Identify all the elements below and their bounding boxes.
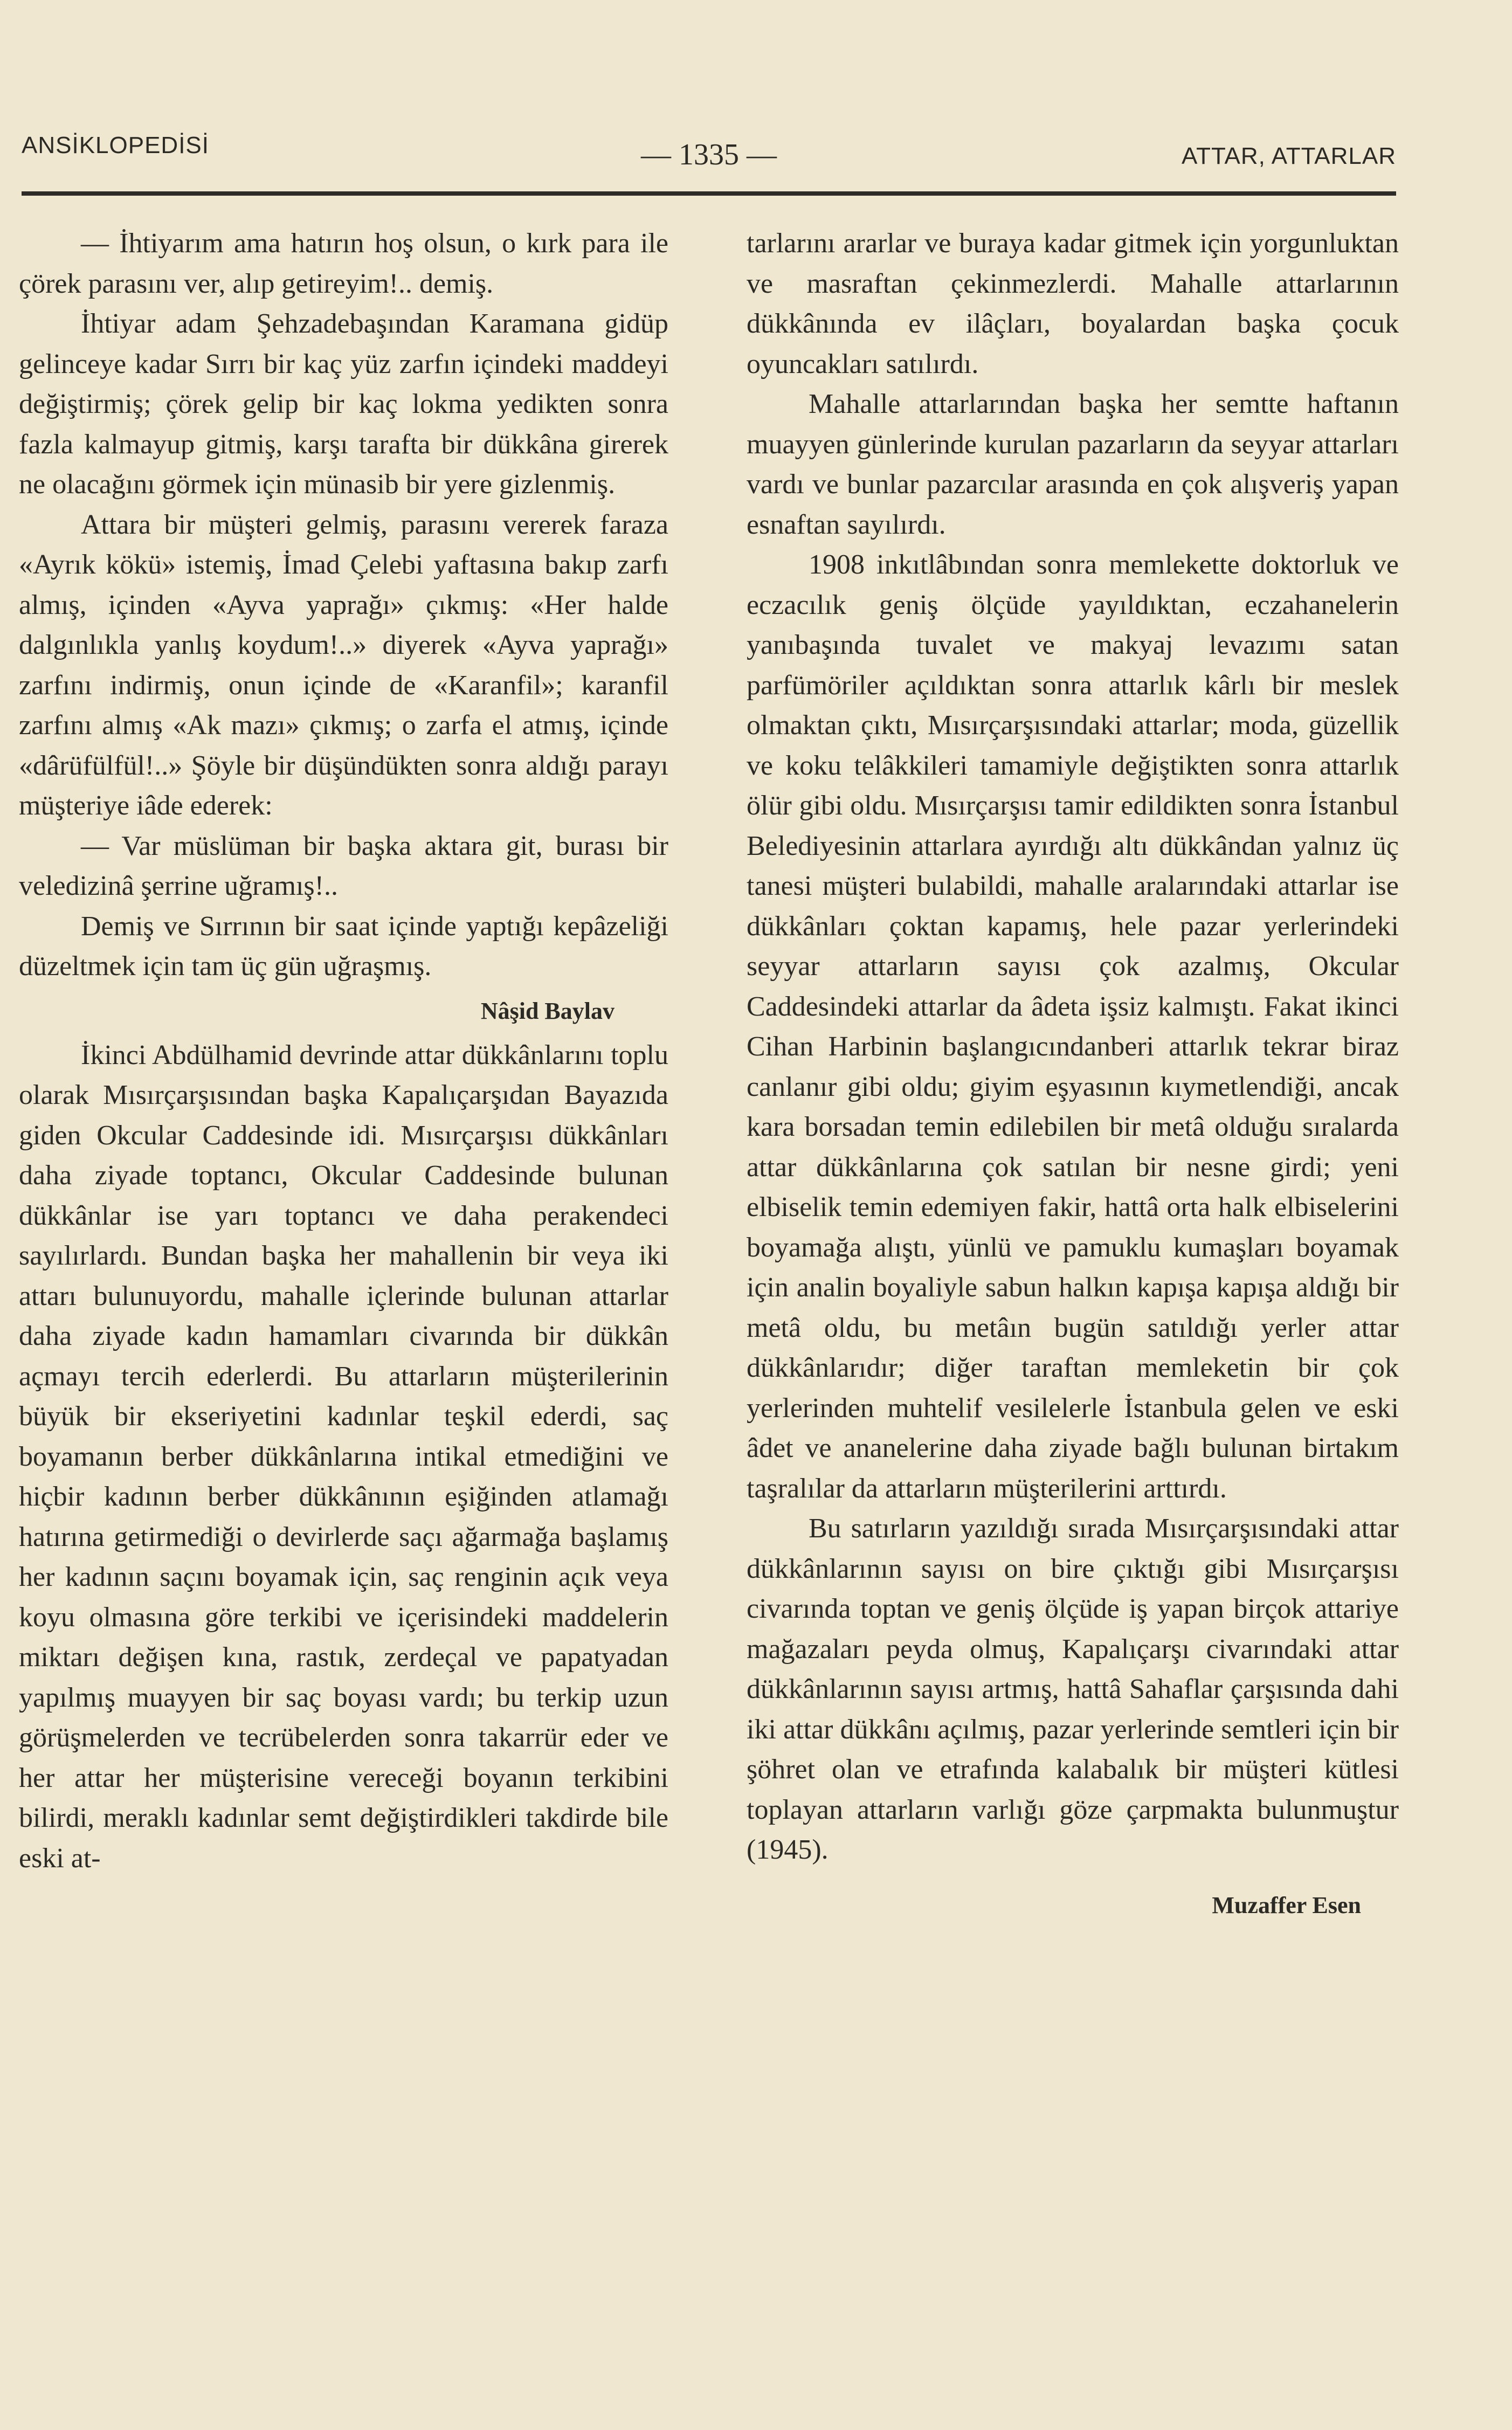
author-signature: Nâşid Baylav	[480, 997, 615, 1024]
page-number: — 1335 —	[641, 138, 777, 171]
header-entry-title: ATTAR, ATTARLAR	[1181, 143, 1396, 169]
paragraph: İkinci Abdülhamid devrinde attar dükkânlarını toplu olarak Mısırçarşısından başka Kapalıçarşıdan Bayazıda giden Okcular Caddesinde idi. Mısırçarşısı dükkânları daha ziyade toptancı, Okcular Caddesinde bulunan dükkânlar ise yarı toptancı ve daha perakendeci sayılırlardı. Bundan başka her mahallenin bir veya iki attarı bulunuyordu, mahalle içlerinde bulunan attarlar daha ziyade kadın hamamları civarında bir dükkân açmayı tercih ederlerdi. Bu attarların müşterilerinin büyük bir ekseriyetini kadınlar teşkil ederdi, saç boyamanın berber dükkânlarına intikal etmediğini ve hiçbir kadının berber dükkânının eşiğinden atlamağı hatırına getirmediği o devirlerde saçı ağarmağa başlamış her kadının saçını boyamak için, saç renginin açık veya koyu olmasına göre terkibi ve içerisindeki maddelerin miktarı değişen kına, rastık, zerdeçal ve papatyadan yapılmış muayyen bir saç boyası vardı; bu terkip uzun görüşmelerden ve tecrübelerden sonra takarrür eder ve her attar her müşterisine vereceği boyanın terkibini bilirdi, meraklı kadınlar semt değiştirdikleri takdirde bile eski at-	[19, 1039, 668, 1874]
right-column	[747, 224, 1399, 1941]
header-rule	[22, 191, 1396, 196]
paragraph: İhtiyar adam Şehzadebaşından Karamana gidüp gelinceye kadar Sırrı bir kaç yüz zarfın içindeki maddeyi değiştirmiş; çörek gelip bir kaç lokma yedikten sonra fazla kalmayup gitmiş, karşı tarafta bir dükkâna girerek ne olacağını görmek için münasib bir yere gizlenmiş.	[19, 308, 668, 500]
paragraph: Bu satırların yazıldığı sırada Mısırçarşısındaki attar dükkânlarının sayısı on bire çıktığı gibi Mısırçarşısı civarında toptan ve geniş ölçüde iş yapan birçok attariye mağazaları peyda olmuş, Kapalıçarşı civarındaki attar dükkânlarının sayısı artmış, hattâ Sahaflar çarşısında dahi iki attar dükkânı açılmış, pazar yerlerinde semtleri için bir şöhret olan ve etrafında kalabalık bir müşteri kütlesi toplayan attarların varlığı göze çarpmakta bulunmuştur (1945).	[747, 1513, 1399, 1865]
paragraph: 1908 inkıtlâbından sonra memlekette doktorluk ve eczacılık geniş ölçüde yayıldıktan, eczahanelerin yanıbaşında tuvalet ve makyaj levazımı satan parfümöriler açıldıktan sonra attarlık kârlı bir meslek olmaktan çıktı, Mısırçarşısındaki attarlar; moda, güzellik ve koku telâkkileri tamamiyle değiştikten sonra attarlık ölür gibi oldu. Mısırçarşısı tamir edildikten sonra İstanbul Belediyesinin attarlara ayırdığı altı dükkândan yalnız üç tanesi müşteri bulabildi, mahalle aralarındaki attarlar ise dükkânları çoktan kapamış, hele pazar yerlerindeki seyyar attarların sayısı çok azalmış, Okcular Caddesindeki attarlar da âdeta işsiz kalmıştı. Fakat ikinci Cihan Harbinin başlangıcındanberi attarlık tekrar biraz canlanır gibi oldu; giyim eşyasının kıymetlendiği, ancak kara borsadan temin edilebilen bir metâ olduğu sıralarda attar dükkânlarına çok satılan bir nesne girdi; yeni elbiselik temin edemiyen fakir, hattâ orta halk elbiselerini boyamağa alıştı, yünlü ve pamuklu kumaşları boyamak için analin boyaliyle sabun halkın kapışa kapışa aldığı bir metâ oldu, bu metâın bugün satıldığı yerler attar dükkânlarıdır; diğer taraftan memleketin bir çok yerlerinden muhtelif vesilelerle İstanbula gelen ve eski âdet ve ananelerine daha ziyade bağlı bulunan birtakım taşralılar da attarların müşterilerini arttırdı.	[747, 549, 1399, 1504]
paragraph: tarlarını ararlar ve buraya kadar gitmek için yorgunluktan ve masraftan çekinmezlerdi. Mahalle attarlarının dükkânında ev ilâçları, boyalardan başka çocuk oyuncakları satılırdı.	[747, 228, 1399, 379]
paragraph: — İhtiyarım ama hatırın hoş olsun, o kırk para ile çörek parasını ver, alıp getireyim!.. demiş.	[19, 228, 668, 299]
page-header	[22, 132, 1396, 178]
paragraph: Demiş ve Sırrının bir saat içinde yaptığı kepâzeliği düzeltmek için tam üç gün uğraşmış.	[19, 910, 668, 982]
paragraph: Mahalle attarlarından başka her semtte haftanın muayyen günlerinde kurulan pazarların da seyyar attarları vardı ve bunlar pazarcılar arasında en çok alışveriş yapan esnaftan sayılırdı.	[747, 389, 1399, 540]
author-signature: Muzaffer Esen	[1212, 1891, 1361, 1918]
paragraph: — Var müslüman bir başka aktara git, burası bir veledizinâ şerrine uğramış!..	[19, 830, 668, 901]
paragraph: Attara bir müşteri gelmiş, parasını vererek faraza «Ayrık kökü» istemiş, İmad Çelebi yaftasına bakıp zarfı almış, içinden «Ayva yaprağı» çıkmış: «Her halde dalgınlıkla yanlış koydum!..» diyerek «Ayva yaprağı» zarfını indirmiş, onun içinde de «Karanfil»; karanfil zarfını almış «Ak mazı» çıkmış; o zarfa el atmış, içinde «dârüfülfül!..» Şöyle bir düşündükten sonra aldığı parayı müşteriye iâde ederek:	[19, 509, 668, 821]
left-column	[19, 224, 668, 1879]
header-publication: ANSİKLOPEDİSİ	[22, 132, 210, 158]
